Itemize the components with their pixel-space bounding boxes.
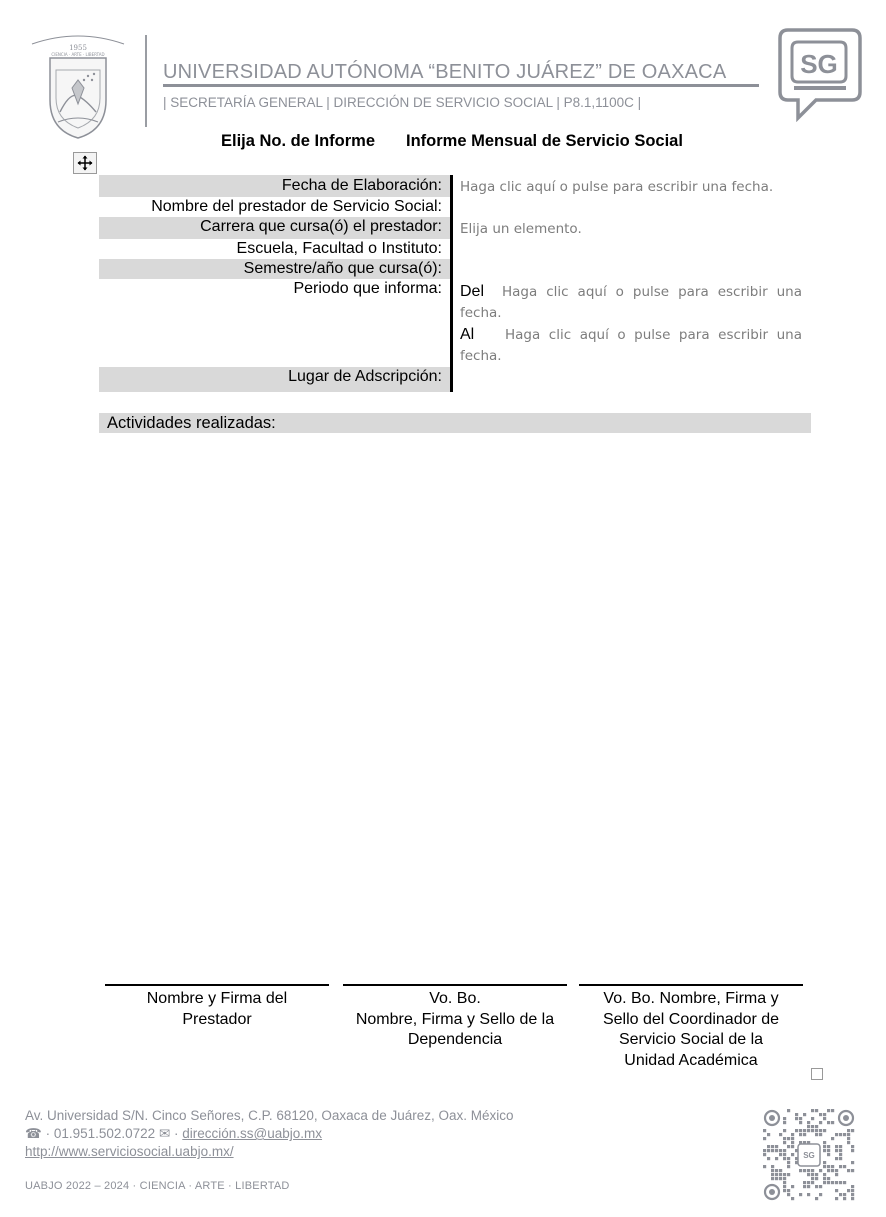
signature-prestador [105, 984, 329, 1030]
header-divider [145, 35, 147, 127]
phone-icon: ☎ [25, 1126, 42, 1141]
nombre-field[interactable] [453, 197, 802, 217]
mail-icon: ✉ [158, 1126, 171, 1141]
signature-coordinador [579, 984, 803, 1071]
report-title: Informe Mensual de Servicio Social [406, 132, 683, 150]
qr-code-icon [762, 1108, 856, 1202]
signature-coordinador-line2: Sello del Coordinador de [602, 1010, 780, 1028]
signature-dependencia-line2: Nombre, Firma y Sello de la [355, 1010, 555, 1028]
signature-prestador-line2: Prestador [182, 1010, 252, 1028]
signature-coordinador-line4: Unidad Académica [624, 1051, 758, 1069]
lugar-field[interactable] [453, 367, 802, 392]
footer-phone-mail-line: ☎ · 01.951.502.0722 ✉ · dirección.ss@uabjo.mx [25, 1126, 323, 1141]
form-row-semestre [99, 259, 811, 279]
signature-prestador-line1: Nombre y Firma del [146, 990, 288, 1007]
periodo-label: Periodo que informa: [293, 280, 442, 297]
report-form-table [99, 175, 811, 392]
department-subtitle: | SECRETARÍA GENERAL | DIRECCIÓN DE SERVICIO SOCIAL | P8.1,1100C | [163, 95, 642, 110]
periodo-values [453, 279, 802, 367]
footer-email-link[interactable]: dirección.ss@uabjo.mx [182, 1126, 323, 1141]
svg-text:SG: SG [803, 1151, 815, 1160]
form-row-lugar [99, 367, 811, 392]
signature-dependencia [343, 984, 567, 1051]
periodo-al-label: Al [460, 326, 475, 343]
university-seal-icon [28, 30, 128, 140]
escuela-label: Escuela, Facultad o Instituto: [236, 240, 442, 257]
semestre-label: Semestre/año que cursa(ó): [99, 259, 450, 279]
activities-header: Actividades realizadas: [99, 413, 811, 433]
table-move-handle[interactable] [73, 152, 97, 174]
form-row-carrera [99, 217, 811, 239]
footer-year-line: UABJO 2022 – 2024 · CIENCIA · ARTE · LIBERTAD [25, 1180, 290, 1192]
svg-text:1955: 1955 [69, 44, 87, 52]
university-name: UNIVERSIDAD AUTÓNOMA “BENITO JUÁREZ” DE OAXACA [163, 61, 727, 83]
periodo-al-date-picker[interactable]: Haga clic aquí o pulse para escribir una fecha. [460, 327, 802, 364]
sg-logo-icon [778, 28, 862, 122]
signature-dependencia-line3: Dependencia [407, 1031, 503, 1048]
footer-address: Av. Universidad S/N. Cinco Señores, C.P. 68120, Oaxaca de Juárez, Oax. México [25, 1108, 514, 1123]
form-row-nombre [99, 197, 811, 217]
fecha-label: Fecha de Elaboración: [99, 175, 450, 197]
periodo-del-date-picker[interactable]: Haga clic aquí o pulse para escribir una fecha. [460, 284, 802, 321]
report-number-selector[interactable]: Elija No. de Informe [221, 132, 376, 150]
carrera-dropdown[interactable]: Elija un elemento. [460, 221, 582, 237]
footer-website-link[interactable]: http://www.serviciosocial.uabjo.mx/ [25, 1144, 234, 1159]
fecha-date-picker[interactable]: Haga clic aquí o pulse para escribir una fecha. [460, 179, 774, 195]
university-name-underline [163, 84, 759, 87]
signature-dependencia-line1: Vo. Bo. [429, 990, 481, 1007]
carrera-label: Carrera que cursa(ó) el prestador: [99, 217, 450, 239]
form-row-periodo [99, 279, 811, 367]
move-arrows-icon [77, 155, 93, 171]
form-row-escuela [99, 239, 811, 259]
signature-coordinador-line3: Servicio Social de la [618, 1031, 764, 1048]
svg-text:SG: SG [800, 49, 838, 79]
text-box-anchor[interactable] [811, 1068, 823, 1080]
periodo-del-label: Del [460, 283, 485, 300]
footer-contact [25, 1107, 514, 1161]
signature-coordinador-line1: Vo. Bo. Nombre, Firma y [603, 990, 779, 1007]
footer-phone: · 01.951.502.0722 [45, 1126, 156, 1141]
form-row-fecha [99, 175, 811, 197]
nombre-label: Nombre del prestador de Servicio Social: [151, 198, 442, 215]
semestre-field[interactable] [453, 259, 802, 279]
escuela-field[interactable] [453, 239, 802, 259]
lugar-label: Lugar de Adscripción: [99, 367, 450, 392]
svg-text:CIENCIA · ARTE · LIBERTAD: CIENCIA · ARTE · LIBERTAD [51, 52, 105, 57]
